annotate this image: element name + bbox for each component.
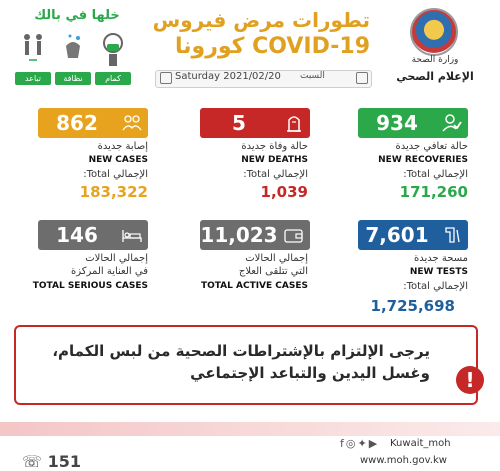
new-recoveries-label-ar: حالة تعافي جديدة: [395, 141, 468, 152]
new-deaths-label-ar: حالة وفاة جديدة: [241, 141, 308, 152]
ministry-logo-icon: [410, 8, 458, 56]
handwash-icon: [62, 32, 84, 68]
new-tests-label-ar: مسحة جديدة: [414, 253, 468, 264]
exclamation-icon: !: [456, 366, 484, 394]
serious-cases-label-ar: إجمالي الحالات: [85, 253, 148, 264]
media-office-label: الإعلام الصحي: [396, 70, 474, 83]
mask-icon: [102, 32, 124, 68]
twitter-icon[interactable]: ✦: [357, 437, 369, 450]
serious-cases-card: [38, 220, 148, 250]
serious-cases-value: 146: [56, 223, 98, 247]
new-deaths-total: 1,039: [260, 183, 308, 201]
new-recoveries-value: 934: [376, 111, 418, 135]
new-cases-value: 862: [56, 111, 98, 135]
new-tests-label-en: NEW TESTS: [409, 267, 468, 277]
social-icons: [340, 437, 379, 450]
active-cases-label-ar: إجمالي الحالات: [245, 253, 308, 264]
new-recoveries-total-label: الإجمالي Total:: [403, 169, 468, 180]
serious-cases-label-ar2: في العناية المركزة: [71, 266, 148, 277]
new-tests-card: [358, 220, 468, 250]
new-cases-label-en: NEW CASES: [88, 155, 148, 165]
tombstone-icon: [284, 114, 304, 132]
health-notice-line-2: وغسل اليدين والتباعد الإجتماعي: [190, 364, 430, 382]
active-cases-value: 11,023: [200, 223, 278, 247]
new-recoveries-label-en: NEW RECOVERIES: [378, 155, 468, 165]
phone-icon: ☏: [22, 452, 48, 471]
new-deaths-total-label: الإجمالي Total:: [243, 169, 308, 180]
health-notice-text: [30, 340, 430, 384]
hygiene-label: نظافة: [55, 72, 91, 85]
active-cases-label-en: TOTAL ACTIVE CASES: [200, 281, 308, 291]
health-notice-line-1: يرجى الإلتزام بالإشتراطات الصحية من لبس الكمام،: [52, 342, 430, 360]
calendar-icon: [356, 72, 368, 84]
date-english: Saturday 2021/02/20: [175, 71, 281, 82]
new-deaths-card: [200, 108, 310, 138]
instagram-icon[interactable]: ◎: [345, 437, 358, 450]
social-handle[interactable]: Kuwait_moh: [390, 438, 451, 449]
active-cases-label-ar2: التي تتلقى العلاج: [238, 266, 308, 277]
date-arabic: السبت: [300, 71, 325, 81]
new-deaths-label-en: NEW DEATHS: [241, 155, 308, 165]
hotline-value: 151: [47, 452, 81, 471]
calendar-icon: [160, 72, 172, 84]
page-title: تطورات مرض فيروس: [152, 8, 370, 32]
swab-icon: [442, 226, 462, 244]
distancing-icon: [22, 32, 44, 68]
new-tests-total-label: الإجمالي Total:: [403, 281, 468, 292]
hotline-number: [22, 452, 81, 471]
new-recoveries-card: [358, 108, 468, 138]
website-link[interactable]: www.moh.gov.kw: [360, 455, 447, 466]
distancing-label: تباعد: [15, 72, 51, 85]
new-recoveries-total: 171,260: [399, 183, 468, 201]
new-cases-label-ar: إصابة جديدة: [97, 141, 148, 152]
wallet-icon: [284, 226, 304, 244]
hospital-bed-icon: [122, 226, 142, 244]
new-cases-total: 183,322: [79, 183, 148, 201]
stay-safe-headline: خلها في بالك: [34, 8, 120, 23]
active-cases-card: [200, 220, 310, 250]
new-cases-card: [38, 108, 148, 138]
new-tests-value: 7,601: [365, 223, 429, 247]
facebook-icon[interactable]: f: [340, 437, 346, 450]
footer-stripe: [0, 422, 500, 436]
serious-cases-label-en: TOTAL SERIOUS CASES: [32, 281, 148, 291]
youtube-icon[interactable]: ▶: [368, 437, 380, 450]
check-person-icon: [442, 114, 462, 132]
new-deaths-value: 5: [232, 111, 246, 135]
ministry-name: وزارة الصحة: [411, 55, 459, 65]
people-icon: [122, 114, 142, 132]
mask-label: كمام: [95, 72, 131, 85]
page-subtitle: كورونا COVID-19: [175, 34, 370, 59]
new-cases-total-label: الإجمالي Total:: [83, 169, 148, 180]
new-tests-total: 1,725,698: [370, 297, 455, 315]
